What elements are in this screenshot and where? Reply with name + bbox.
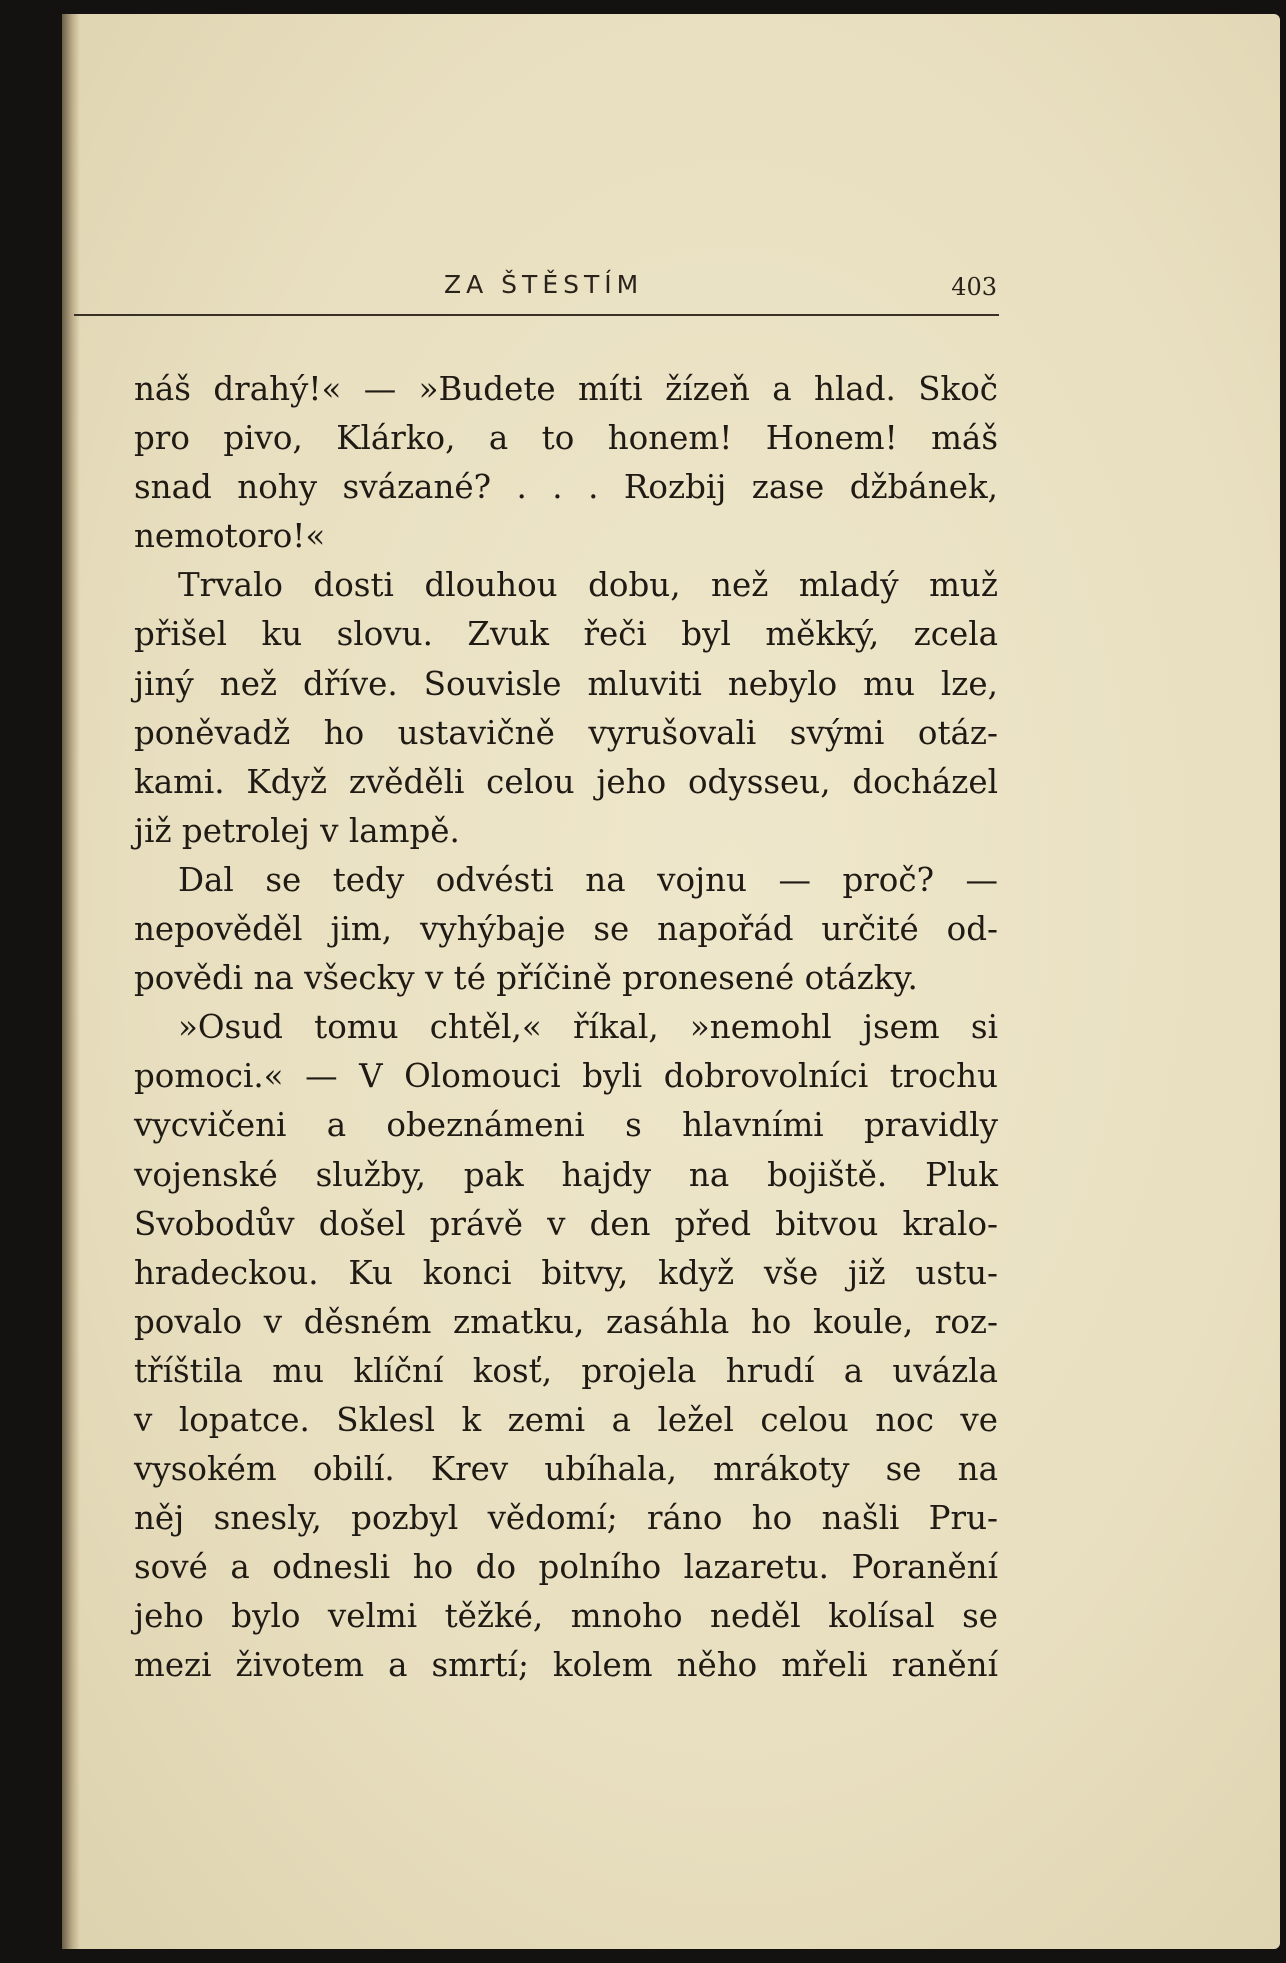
body-text [134,365,998,1691]
text-line: kami. Když zvěděli celou jeho odysseu, docházel [134,762,998,801]
text-line: jeho bylo velmi těžké, mnoho neděl kolísal se [134,1597,998,1636]
running-title: ZA ŠTĚSTÍM [444,270,644,299]
text-line: v lopatce. Sklesl k zemi a ležel celou noc ve [134,1400,998,1439]
text-line: snad nohy svázané? . . . Rozbij zase džbánek, [134,468,998,507]
text-line: sové a odnesli ho do polního lazaretu. Poranění [134,1548,998,1587]
text-line: Dal se tedy odvésti na vojnu — proč? — [178,860,998,899]
text-line: mezi životem a smrtí; kolem něho mřeli ranění [134,1646,998,1685]
text-line: vysokém obilí. Krev ubíhala, mrákoty se na [134,1450,998,1489]
text-line: přišel ku slovu. Zvuk řeči byl měkký, zcela [134,615,998,654]
text-line: povědi na všecky v té příčině pronesené otázky. [134,959,918,998]
page-number: 403 [951,273,997,301]
text-line: poněvadž ho ustavičně vyrušovali svými otáz- [134,713,998,752]
text-line: Svobodův došel právě v den před bitvou kralo- [134,1204,998,1243]
text-line: pro pivo, Klárko, a to honem! Honem! máš [134,419,998,458]
text-line: jiný než dříve. Souvisle mluviti nebylo mu lze, [134,664,998,703]
page-header [74,256,999,304]
text-line: povalo v děsném zmatku, zasáhla ho koule, roz- [134,1302,998,1341]
page-gutter-shadow [62,14,80,1949]
text-line: již petrolej v lampě. [134,811,460,850]
text-line: vycvičeni a obeznámeni s hlavními pravidly [134,1106,998,1145]
text-line: něj snesly, pozbyl vědomí; ráno ho našli Pru- [134,1499,998,1538]
text-line: nepověděl jim, vyhýbaje se napořád určité od- [134,910,998,949]
text-line: »Osud tomu chtěl,« říkal, »nemohl jsem si [178,1008,998,1047]
text-line: pomoci.« — V Olomouci byli dobrovolníci trochu [134,1057,998,1096]
text-line: nemotoro!« [134,517,326,556]
text-line: Trvalo dosti dlouhou dobu, než mladý muž [178,566,998,605]
text-line: tříštila mu klíční kosť, projela hrudí a uvázla [134,1351,998,1390]
header-rule [74,314,999,316]
text-line: hradeckou. Ku konci bitvy, když vše již ustu- [134,1253,998,1292]
text-line: náš drahý!« — »Budete míti žízeň a hlad. Skoč [134,370,998,408]
text-line: vojenské služby, pak hajdy na bojiště. Pluk [134,1155,998,1194]
